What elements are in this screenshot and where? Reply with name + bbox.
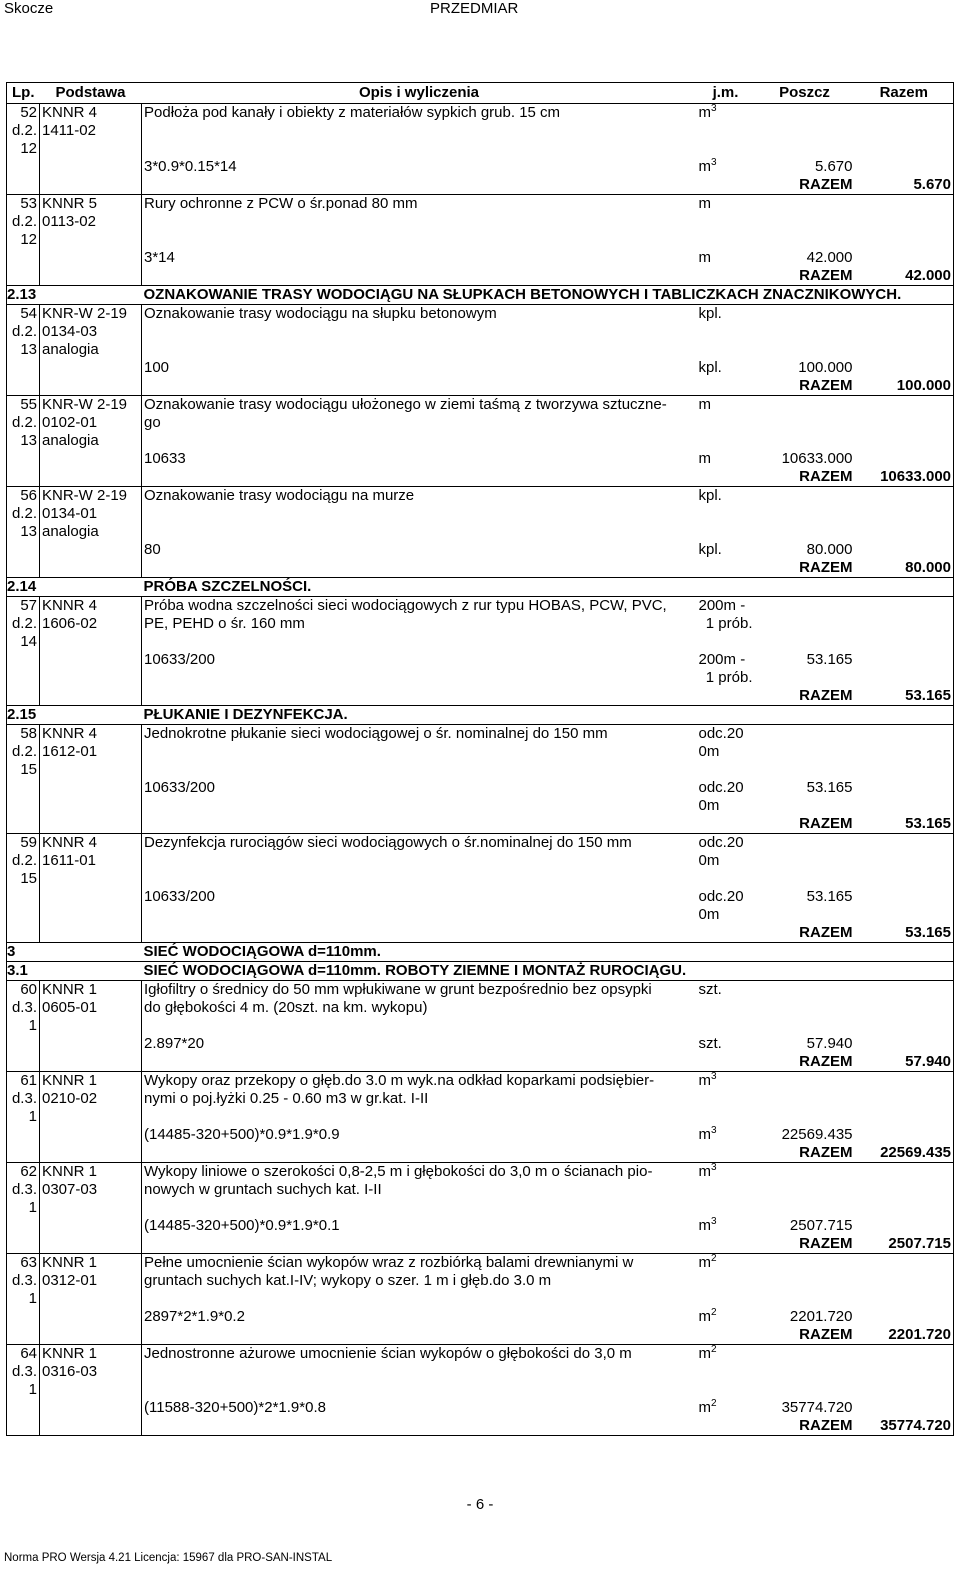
- col-razem: Razem: [855, 83, 954, 104]
- section-heading: 2.15 PŁUKANIE I DEZYNFEKCJA.: [7, 706, 954, 725]
- col-jm: j.m.: [697, 83, 755, 104]
- table-row: 58 KNNR 4 Jednokrotne płukanie sieci wodociągowej o śr. nominalnej do 150 mm odc.20: [7, 725, 954, 744]
- table-row: 59 KNNR 4 Dezynfekcja rurociągów sieci wodociągowych o śr.nominalnej do 150 mm odc.20: [7, 834, 954, 853]
- col-lp: Lp.: [7, 83, 40, 104]
- przedmiar-table: Lp. Podstawa Opis i wyliczenia j.m. Poszcz Razem 52 KNNR 4 Podłoża pod kanały i obiekty z materiałów sypkich grub. 15 cm $m^3$ d.2. 1411-02 12 3*0.9*0.15*14 $m^3$ 5.670 RAZEM 5.670 53 KNNR 5 Rury ochronne z PCW o śr.ponad 80 mm m d.2. 0113-02 12 3*14 m 42.000 RAZEM 42.000 2.13 OZNAKOWANIE TRASY WODOCIĄGU NA SŁUPKACH BETONOWYCH I TABLICZKACH ZNACZNIKOWYCH. 54 KNR-W 2-19 Oznakowanie trasy wodociągu na słupku betonowym kpl. d.2. 0134-03 13 analogia 100 kpl. 100.000 RAZEM 100.000 55 KNR-W 2-19 Oznakowanie trasy wodociągu ułożonego w ziemi taśmą z tworzywa sztuczne- m d.2. 0102-01 go 13 analogia 10633 m 10633.000 RAZEM 10633.000 56 KNR-W 2-19 Oznakowanie trasy wodociągu na murze kpl. d.2. 0134-01 13 analogia 80 kpl. 80.000 RAZEM 80.000 2.14 PRÓBA SZCZELNOŚCI. 57 KNNR 4 Próba wodna szczelności sieci wodociągowych z rur typu HOBAS, PCW, PVC, 200m - d.2. 1606-02 PE, PEHD o śr. 160 mm 1 prób. 14 10633/200 200m - 53.165 1 prób. RAZEM 53.165 2.15 PŁUKANIE I DEZYNFEKCJA. 58 KNNR 4 Jednokrotne płukanie sieci wodociągowej o śr. nominalnej do 150 mm odc.20 d.2. 1612-01 0m 15 10633/200 odc.20 53.165 0m RAZEM 53.165 59 KNNR 4 Dezynfekcja rurociągów sieci wodociągowych o śr.nominalnej do 150 mm odc.20 d.2. 1611-01 0m 15 10633/200 odc.20 53.165 0m RAZEM 53.165 3 SIEĆ WODOCIĄGOWA d=110mm. 3.1 SIEĆ WODOCIĄGOWA d=110mm. ROBOTY ZIEMNE I MONTAŻ RUROCIĄGU. 60 KNNR 1 Igłofiltry o średnicy do 50 mm wpłukiwane w grunt bezpośrednio bez opsypki szt. d.3. 0605-01 do głębokości 4 m. (20szt. na km. wykopu) 1 2.897*20 szt. 57.940 RAZEM 57.940 61 KNNR 1 Wykopy oraz przekopy o głęb.do 3.0 m wyk.na odkład koparkami podsiębier- $m^3$ d.3. 0210-02 nymi o poj.łyżki 0.25 - 0.60 m3 w gr.kat. I-II 1 (14485-320+500)*0.9*1.9*0.9 $m^3$ 22569.435 RAZEM 22569.435 62 KNNR 1 Wykopy liniowe o szerokości 0,8-2,5 m i głębokości do 3,0 m o ścianach pio- $m^3$ d.3. 0307-03 nowych w gruntach suchych kat. I-II 1 (14485-320+500)*0.9*1.9*0.1 $m^3$ 2507.715 RAZEM 2507.715 63 KNNR 1 Pełne umocnienie ścian wykopów wraz z rozbiórką balami drewnianymi w $m^2$ d.3. 0312-01 gruntach suchych kat.I-IV; wykopy o szer. 1 m i głęb.do 3.0 m 1 2897*2*1.9*0.2 $m^2$ 2201.720 RAZEM 2201.720 64 KNNR 1 Jednostronne ażurowe umocnienie ścian wykopów o głębokości do 3,0 m $m^2$ d.3. 0316-03 1 (11588-320+500)*2*1.9*0.8 $m^2$ 35774.720 RAZEM 35774.720: [6, 82, 954, 1436]
- table-row: 64 KNNR 1 Jednostronne ażurowe umocnienie ścian wykopów o głębokości do 3,0 m $m^2$: [7, 1345, 954, 1364]
- header-title: PRZEDMIAR: [430, 0, 519, 17]
- section-heading: 2.13 OZNAKOWANIE TRASY WODOCIĄGU NA SŁUPKACH BETONOWYCH I TABLICZKACH ZNACZNIKOWYCH.: [7, 286, 954, 305]
- header-left: Skocze: [4, 0, 54, 17]
- table-row: 53 KNNR 5 Rury ochronne z PCW o śr.ponad 80 mm m: [7, 195, 954, 214]
- table-row: 60 KNNR 1 Igłofiltry o średnicy do 50 mm wpłukiwane w grunt bezpośrednio bez opsypki szt.: [7, 981, 954, 1000]
- table-header: [7, 83, 954, 104]
- table-row: 57 KNNR 4 Próba wodna szczelności sieci wodociągowych z rur typu HOBAS, PCW, PVC, 200m -: [7, 597, 954, 616]
- table-row: 63 KNNR 1 Pełne umocnienie ścian wykopów wraz z rozbiórką balami drewnianymi w $m^2$: [7, 1254, 954, 1273]
- table-row: 52 KNNR 4 Podłoża pod kanały i obiekty z materiałów sypkich grub. 15 cm $m^3$: [7, 104, 954, 123]
- table-row: 61 KNNR 1 Wykopy oraz przekopy o głęb.do 3.0 m wyk.na odkład koparkami podsiębier- $m^3$: [7, 1072, 954, 1091]
- table-row: 54 KNR-W 2-19 Oznakowanie trasy wodociągu na słupku betonowym kpl.: [7, 305, 954, 324]
- page-number: - 6 -: [466, 1496, 494, 1513]
- col-opis: Opis i wyliczenia: [142, 83, 697, 104]
- table-row: 55 KNR-W 2-19 Oznakowanie trasy wodociągu ułożonego w ziemi taśmą z tworzywa sztuczne- m: [7, 396, 954, 415]
- table-row: 56 KNR-W 2-19 Oznakowanie trasy wodociągu na murze kpl.: [7, 487, 954, 506]
- section-heading: 2.14 PRÓBA SZCZELNOŚCI.: [7, 578, 954, 597]
- table-row: 62 KNNR 1 Wykopy liniowe o szerokości 0,8-2,5 m i głębokości do 3,0 m o ścianach pio- $m^3$: [7, 1163, 954, 1182]
- section-heading: 3 SIEĆ WODOCIĄGOWA d=110mm.: [7, 943, 954, 962]
- col-podstawa: Podstawa: [40, 83, 142, 104]
- footer-license: Norma PRO Wersja 4.21 Licencja: 15967 dla PRO-SAN-INSTAL: [4, 1552, 333, 1564]
- section-heading: 3.1 SIEĆ WODOCIĄGOWA d=110mm. ROBOTY ZIEMNE I MONTAŻ RUROCIĄGU.: [7, 962, 954, 981]
- col-poszcz: Poszcz: [755, 83, 855, 104]
